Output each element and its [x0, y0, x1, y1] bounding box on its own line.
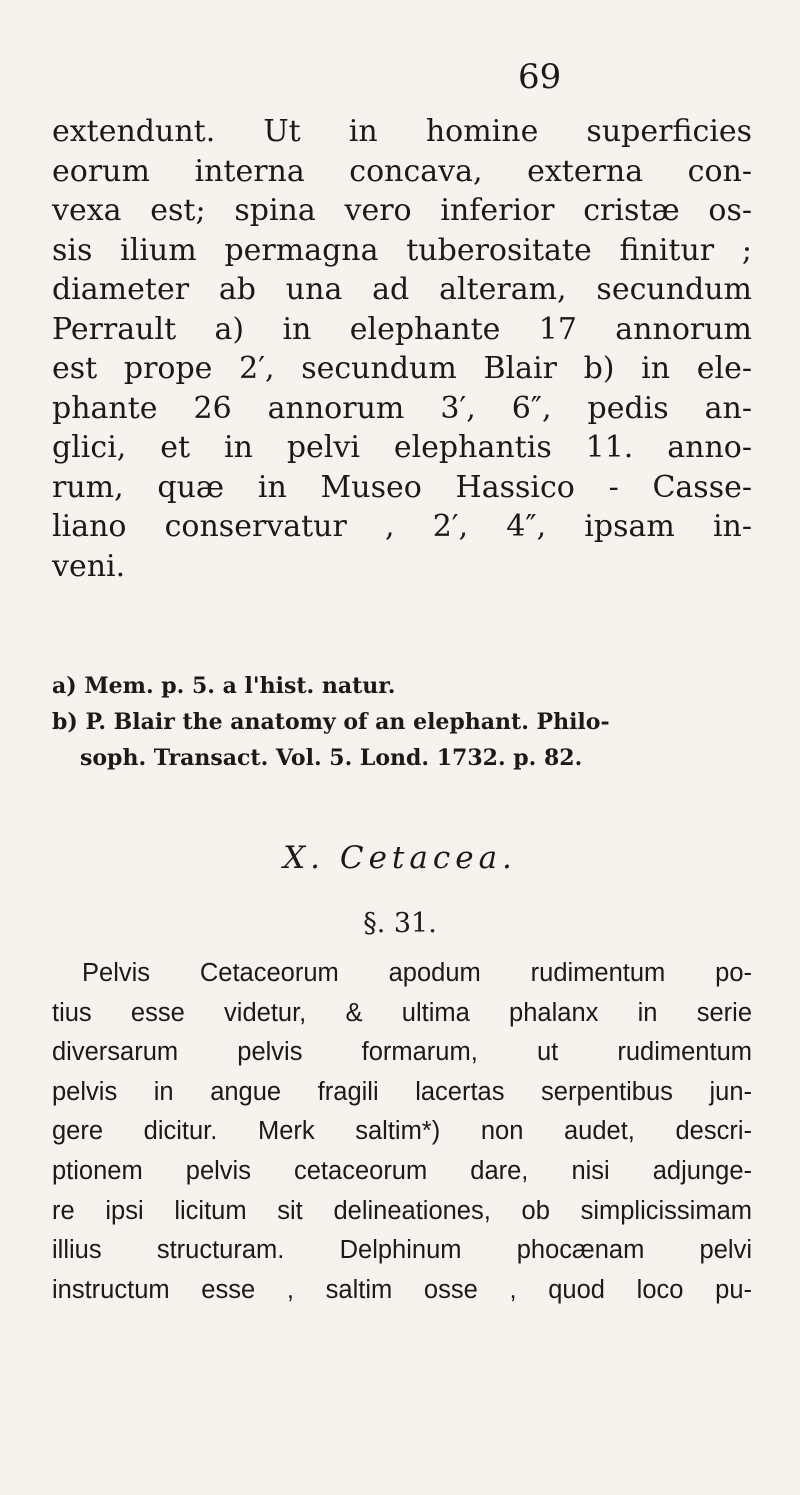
paragraph-number: §. 31.: [363, 908, 437, 939]
section-heading: X. Cetacea.: [283, 840, 517, 876]
body-line: eorum interna concava, externa con-: [52, 153, 752, 189]
footnote-b-continuation: soph. Transact. Vol. 5. Lond. 1732. p. 82.: [80, 745, 583, 771]
section-line: gere dicitur. Merk saltim*) non audet, descri-: [52, 1117, 752, 1146]
footnote-a: a) Mem. p. 5. a l'hist. natur.: [52, 673, 396, 699]
body-line: diameter ab una ad alteram, secundum: [52, 272, 752, 307]
body-line: sis ilium permagna tuberositate finitur ;: [52, 232, 752, 268]
body-paragraph: [52, 112, 752, 586]
section-line: pelvis in angue fragili lacertas serpentibus jun-: [52, 1077, 752, 1106]
footnote-b: b) P. Blair the anatomy of an elephant. Philo-: [52, 709, 610, 735]
section-line: diversarum pelvis formarum, ut rudimentum: [52, 1038, 752, 1067]
body-line: liano conservatur , 2′, 4″, ipsam in-: [52, 509, 752, 544]
section-line: illius structuram. Delphinum phocænam pelvi: [52, 1236, 752, 1265]
footnotes: [52, 668, 752, 776]
body-line: veni.: [52, 548, 126, 584]
section-line: Pelvis Cetaceorum apodum rudimentum po-: [82, 959, 752, 987]
section-line: instructum esse , saltim osse , quod loco pu-: [52, 1275, 752, 1304]
body-line: vexa est; spina vero inferior cristæ os-: [52, 193, 752, 228]
body-line: rum, quæ in Museo Hassico - Casse-: [52, 469, 752, 505]
body-line: glici, et in pelvi elephantis 11. anno-: [52, 430, 752, 465]
section-line: tius esse videtur, & ultima phalanx in serie: [52, 998, 752, 1027]
section-line: ptionem pelvis cetaceorum dare, nisi adjunge-: [52, 1156, 752, 1185]
section-paragraph: [52, 954, 752, 1310]
page-number: 69: [518, 57, 562, 97]
body-line: est prope 2′, secundum Blair b) in ele-: [52, 351, 752, 386]
body-line: Perrault a) in elephante 17 annorum: [52, 311, 752, 347]
body-line: phante 26 annorum 3′, 6″, pedis an-: [52, 390, 752, 426]
section-line: re ipsi licitum sit delineationes, ob simplicissimam: [52, 1196, 752, 1225]
body-line: extendunt. Ut in homine superficies: [52, 114, 752, 149]
